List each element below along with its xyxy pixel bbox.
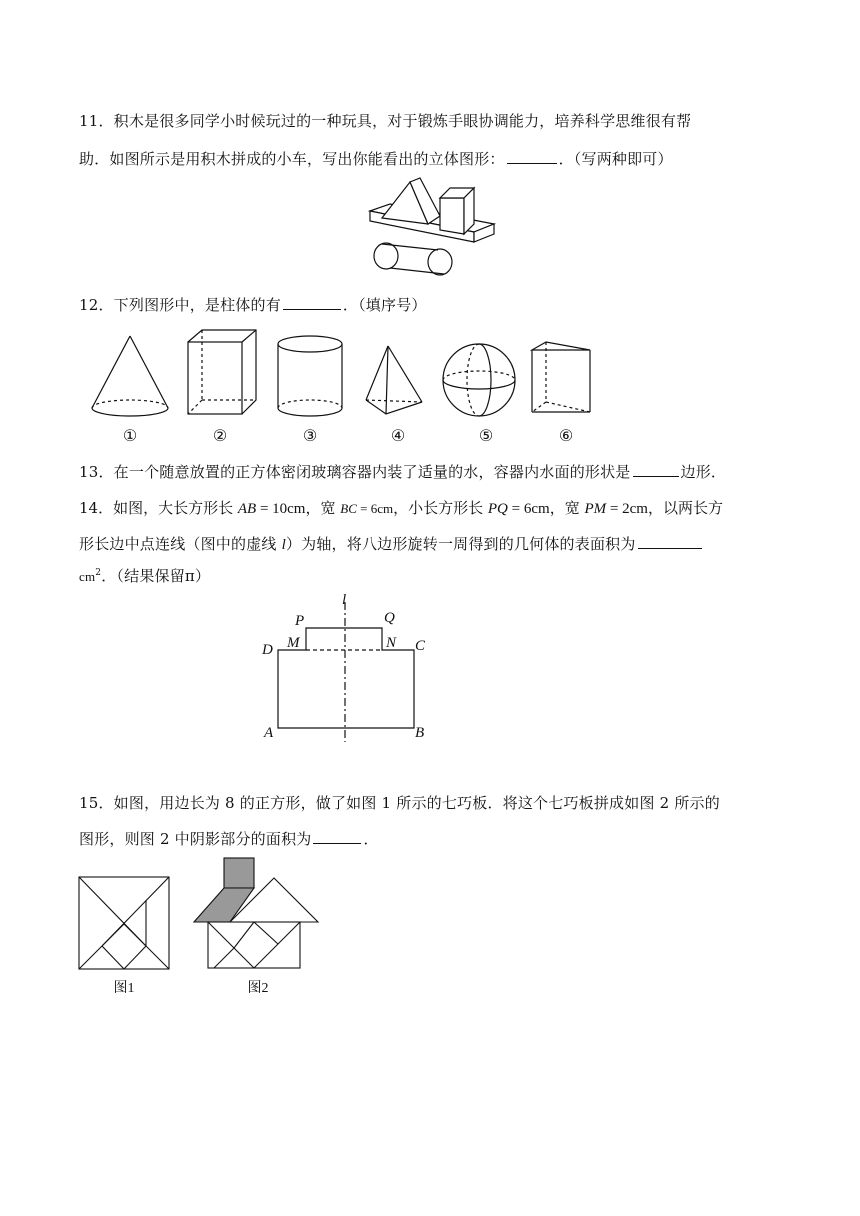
q13-text-b: 边形． [680,463,727,481]
q14-bc: BC [340,501,357,516]
label-3: ③ [302,428,318,445]
label-4: ④ [390,428,406,445]
label-6: ⑥ [558,428,574,445]
triangular-prism-figure [530,340,596,416]
q14-text-h: ．（结果保留π） [101,567,211,585]
q12-answer-blank[interactable] [283,295,341,310]
q14-pm: PM [584,501,607,517]
q15-text-b: ． [363,830,379,848]
cuboid-figure [186,328,260,416]
label-2: ② [212,428,228,445]
sphere-figure [441,342,517,418]
q15-line2 [79,828,379,849]
fig1-caption: 图1 [113,981,135,996]
q11-answer-blank[interactable] [507,149,557,164]
house-body [208,922,300,968]
q12-text-b: ．（填序号） [342,296,427,314]
q11-text-b: ．（写两种即可） [558,150,673,168]
q14-ab-value: = 10cm [256,501,306,517]
fig-label-d: D [262,642,273,658]
tangram-figure-1 [78,876,170,970]
q11-line1: 11．积木是很多同学小时候玩过的一种玩具，对于锻炼手眼协调能力，培养科学思维很有帮 [79,112,692,130]
q11-text-a: 助．如图所示是用积木拼成的小车，写出你能看出的立体图形： [79,150,505,168]
q14-bc-value: = 6cm [356,501,394,516]
q11-line2 [79,148,673,169]
fig-label-m: M [287,635,300,651]
q13-text-a: 13．在一个随意放置的正方体密闭玻璃容器内装了适量的水，容器内水面的形状是 [79,463,631,481]
q13-answer-blank[interactable] [633,462,679,477]
fig-label-q: Q [384,610,395,626]
q14-pq-value: = 6cm [507,501,550,517]
q14-pm-value: = 2cm [606,501,648,517]
q14-text-b: ，宽 [305,499,341,517]
tangram-figure-2 [190,856,320,972]
q14-text-e: ，以两长方 [647,499,723,517]
fig-label-p: P [295,613,305,629]
q14-text-d: ，宽 [549,499,585,517]
roller-left [374,243,398,269]
q15-answer-blank[interactable] [313,829,361,844]
q12-line [79,294,427,315]
pyramid-figure [364,344,426,416]
roller-right [428,249,452,275]
fig-label-l: l [342,592,347,608]
q14-text-g: ）为轴，将八边形旋转一周得到的几何体的表面积为 [285,535,636,553]
toy-car-figure [360,178,500,278]
q14-axis-l: l [281,537,286,553]
q14-answer-blank[interactable] [638,534,702,549]
cube-front [440,198,464,234]
q14-ab: AB [237,501,257,517]
q14-text-a: 14．如图，大长方形长 [79,499,238,517]
fig2-caption: 图2 [247,981,269,996]
q14-pq: PQ [487,501,508,517]
cone-figure [90,334,170,418]
q14-line2 [79,533,704,554]
q15-line1: 15．如图，用边长为 8 的正方形，做了如图 1 所示的七巧板．将这个七巧板拼成如图 2 所示的 [79,794,720,812]
q14-unit-sup: 2 [95,568,102,578]
q14-text-c: ，小长方形长 [393,499,488,517]
q12-text-a: 12．下列图形中，是柱体的有 [79,296,281,314]
fig-label-n: N [386,635,397,651]
q14-text-f: 形长边中点连线（图中的虚线 [79,535,282,553]
fig-label-a: A [264,725,274,741]
fig-label-c: C [415,638,426,654]
label-5: ⑤ [478,428,494,445]
cylinder-figure [276,334,344,420]
octagon-figure [258,590,438,746]
chimney-square [224,858,254,888]
q14-line1 [79,497,723,518]
q14-unit: cm [79,569,96,584]
label-1: ① [122,428,138,445]
fig-label-b: B [415,725,425,741]
q15-text-a: 图形，则图 2 中阴影部分的面积为 [79,830,312,848]
q14-line3 [79,565,210,586]
q13-line [79,461,726,482]
